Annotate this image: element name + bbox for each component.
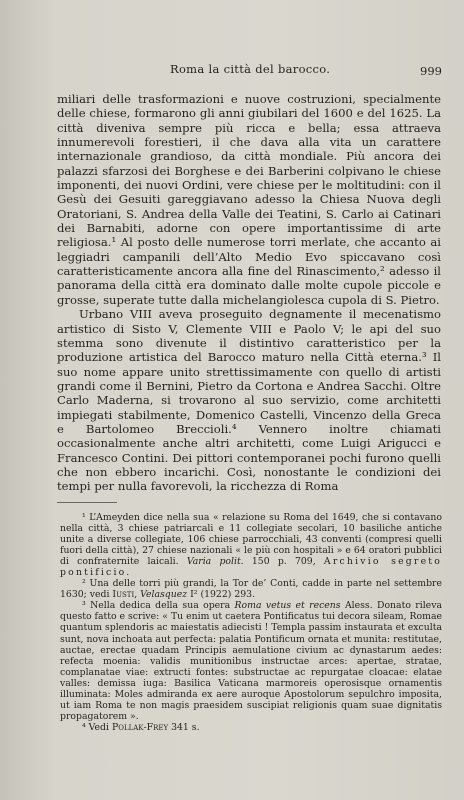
footnote-4: ⁴ Vedi Pollak-Frey 341 s.	[82, 721, 200, 733]
main-text	[57, 92, 441, 494]
footnote-1: ¹ L’Ameyden dice nella sua « relazione su Roma del 1649, che si contavano nella città, 3 chiese patriarcali e 11 collegiate secolari, 10 basiliche antiche unite a diverse collegiate, 106 chiese parrocchiali, 43 conventi (compresi quelli fuori della città), 27 chiese nazionali « le più con hospitali » e 64 oratori pubblici di confraternite laicali. Varia polit. 150 p. 709, Archivio segreto pontificio.	[60, 512, 442, 579]
running-title: Roma la città del barocco.	[170, 62, 331, 76]
footnote-3: ³ Nella dedica della sua opera Roma vetus et recens Aless. Donato rileva questo fatto e scrive: « Tu enim ut caetera Pontificatus tui decora sileam, Romae quantum splendoris ac maiestatis adiecisti ! Templa passim instaurata et exculta sunt, nova inchoata aut perfecta: palatia Pontificum ornata et munita: restitutae, auctae, erectae quadam Principis aemulatione civium ac dynastarum aedes: refecta moenia: validis munitionibus instructae arces: apertae, stratae, complanatae viae: extructi fontes: substructae ac repurgatae cloacae: elatae valles: demissa iuga: Basilica Vaticana marmoreis operosisque ornamentis illuminata: Moles admiranda ex aere auroque Apostolorum sepulchro imposita, ut iam Roma te non magis praesidem suscipiat religionis quam suae dignitatis propagatorem ».	[60, 600, 442, 722]
paragraph-1: miliari delle trasformazioni e nuove costruzioni, specialmente delle chiese, formarono gli anni giubilari del 1600 e del 1625. La città diveniva sempre più ricca e bella; essa attraeva innumerevoli forestieri, il che dava alla vita un carattere internazionale grandioso, da città mondiale. Più ancora dei palazzi sfarzosi dei Borghese e dei Barberini colpivano le chiese imponenti, dei nuovi Ordini, vere chiese per le moltitudini: con il Gesù dei Gesuiti gareggiavano adesso la Chiesa Nuova degli Oratoriani, S. Andrea della Valle dei Teatini, S. Carlo ai Catinari dei Barnabiti, adorne con opere importantissime di arte religiosa.¹ Al posto delle numerose torri merlate, che accanto ai leggiadri campanili dell’Alto Medio Evo spiccavano così caratteristicamente ancora alla fine del Rinascimento,² adesso il panorama della città era dominato dalle molte cupole piccole e grosse, superate tutte dalla michelangiolesca cupola di S. Pietro.	[57, 92, 441, 307]
page-header	[0, 62, 464, 80]
footnote-rule	[57, 502, 117, 503]
page-number: 999	[420, 64, 442, 78]
paragraph-2: Urbano VIII aveva proseguito degnamente il mecenatismo artistico di Sisto V, Clemente VIII e Paolo V; le api del suo stemma sono divenute il distintivo caratteristico per la produzione artistica del Barocco maturo nella Città eterna.³ Il suo nome appare unito strettissimamente con quello di artisti grandi come il Bernini, Pietro da Cortona e Andrea Sacchi. Oltre Carlo Maderna, si trovarono al suo servizio, come architetti impiegati stabilmente, Domenico Castelli, Vincenzo della Greca e Bartolomeo Breccioli.⁴ Vennero inoltre chiamati occasionalmente anche altri architetti, come Luigi Arigucci e Francesco Contini. Dei pittori contemporanei pochi furono quelli che non ebbero incarichi. Così, nonostante le condizioni dei tempi per nulla favorevoli, la ricchezza di Roma	[57, 307, 441, 494]
footnotes	[60, 512, 442, 733]
footnote-2: ² Una delle torri più grandi, la Tor de’ Conti, cadde in parte nel settembre 1630; vedi Iusti, Velasquez I² (1922) 293.	[60, 578, 442, 601]
